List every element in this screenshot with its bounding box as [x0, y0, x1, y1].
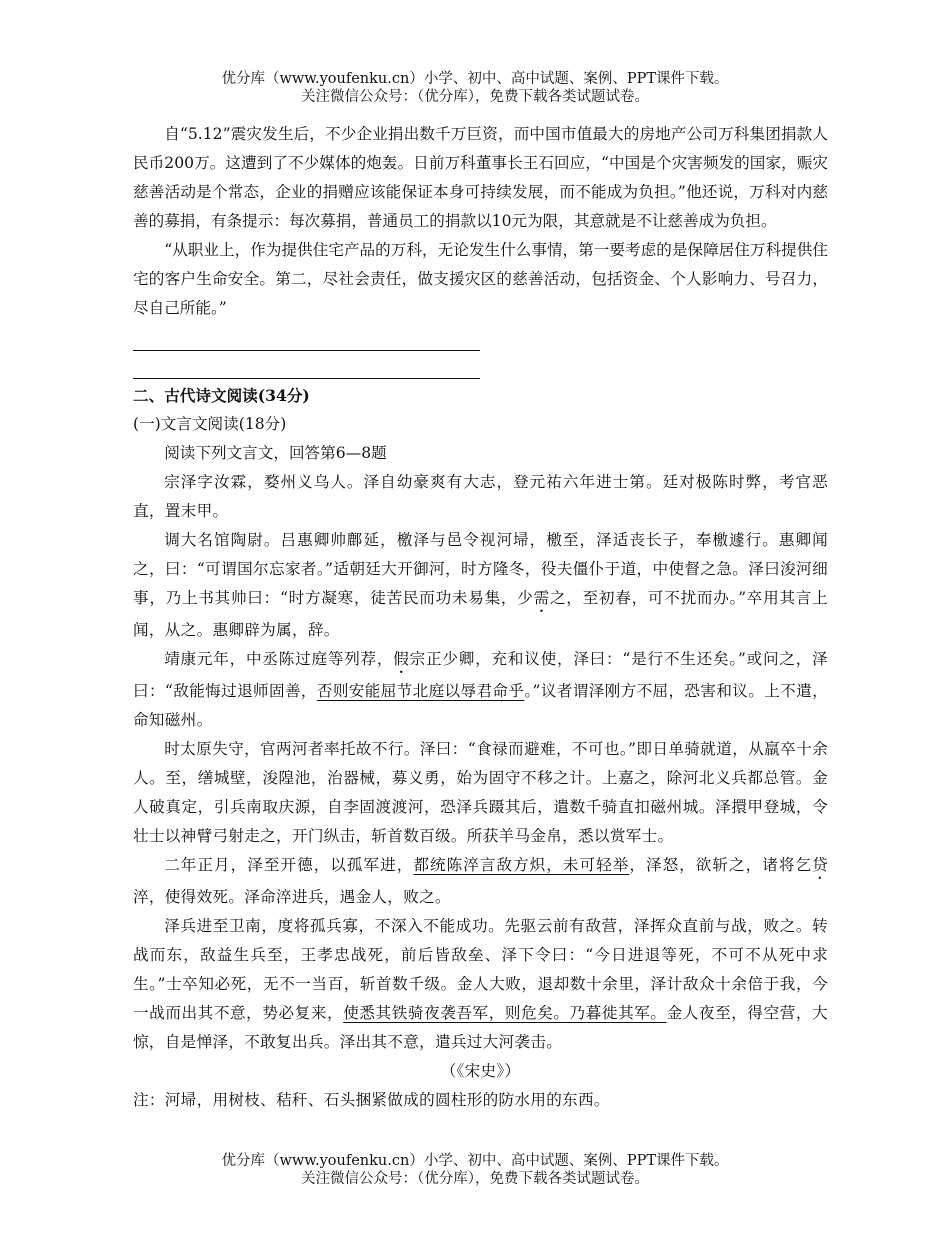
- section-2-title: 二、古代诗文阅读(34分): [133, 386, 310, 405]
- classical-paragraph-1: 宗泽字汝霖，婺州义乌人。泽自幼豪爽有大志，登元祐六年进士第。廷对极陈时弊，考官恶直，置末甲。: [133, 473, 828, 520]
- p3-text-b: 宗正少卿，充和议使，泽曰：“是行不生还矣。”或问之，泽曰：“敌能悔过退师固善，: [133, 650, 828, 700]
- classical-paragraph-5: [133, 851, 828, 912]
- dotted-char-dai: 贷: [812, 856, 828, 874]
- dotted-char-jia: 假: [393, 650, 410, 668]
- page-footer: [0, 1152, 950, 1188]
- p5-text-c: 淬，使得效死。泽命淬进兵，遇金人，败之。: [133, 888, 451, 906]
- classical-paragraph-3: [133, 645, 828, 735]
- modern-passage-paragraph-1: 自“5.12”震灾发生后，不少企业捐出数千万巨资，而中国市值最大的房地产公司万科集团捐款人民币200万。这遭到了不少媒体的炮轰。日前万科董事长王石回应，“中国是个灾害频发的国家，赈灾慈善活动是个常态，企业的捐赠应该能保证本身可持续发展，而不能成为负担。”他还说，万科对内慈善的募捐，有条提示：每次募捐，普通员工的捐款以10元为限，其意就是不让慈善成为负担。: [133, 125, 828, 230]
- underlined-sentence-2: 都统陈淬言敌方炽，未可轻举: [413, 856, 630, 874]
- p3-text-a: 靖康元年，中丞陈过庭等列荐，: [164, 650, 394, 668]
- page-header: [0, 70, 950, 106]
- p5-text-b: ，泽怒，欲斩之，诸将乞: [629, 856, 813, 874]
- answer-blank-line-1: [133, 323, 480, 351]
- underlined-sentence-1: 否则安能屈节北庭以辱君命乎: [316, 682, 525, 700]
- p6-text-a: 泽兵进至卫南，度将孤兵寡，不深入不能成功。先驱云前有敌营，泽挥众直前与战，败之。转战而东，敌益生兵至，王孝忠战死，前后皆敌垒、泽下令曰：“今日进退等死，不可不从死中求生。”士卒知必死，无不一当百，斩首数千级。金人大败，退却数十余里，泽计敌众十余倍于我，今一战而出其不意，势必复来，: [133, 917, 828, 1022]
- classical-text: [133, 468, 828, 1115]
- reading-instruction: 阅读下列文言文，回答第6—8题: [164, 444, 387, 462]
- classical-paragraph-4: 时太原失守，官两河者率托故不行。泽曰：“食禄而避难，不可也。”即日单骑就道，从羸卒十余人。至，缮城壁，浚隍池，治器械，募义勇，始为固守不移之计。上嘉之，除河北义兵都总管。金人破真定，引兵南取庆源，自李固渡渡河，恐泽兵蹑其后，遣数千骑直扣磁州城。泽擐甲登城，令壮士以神臂弓射走之，开门纵击，斩首数百级。所获羊马金帛，悉以赏军士。: [133, 740, 828, 845]
- footer-line-2: 关注微信公众号：（优分库），免费下载各类试题试卷。: [301, 1171, 649, 1187]
- source-citation: （《宋史》）: [440, 1062, 521, 1080]
- footer-line-1: 优分库（www.youfenku.cn）小学、初中、高中试题、案例、PPT课件下载。: [221, 1153, 729, 1169]
- p6-text-b: 金人夜至，得空营，大惊，自是惮泽，不敢复出兵。泽出其不意，遣兵过大河袭击。: [133, 1004, 828, 1051]
- underlined-sentence-3: 使悉其铁骑夜袭吾军，则危矣。乃暮徙其军。: [343, 1004, 667, 1022]
- section-2-subtitle: (一)文言文阅读(18分): [133, 415, 287, 433]
- dotted-char-xu: 需: [533, 589, 550, 607]
- header-line-1: 优分库（www.youfenku.cn）小学、初中、高中试题、案例、PPT课件下载。: [221, 71, 729, 87]
- p5-text-a: 二年正月，泽至开德，以孤军进，: [164, 856, 414, 874]
- header-line-2: 关注微信公众号：（优分库），免费下载各类试题试卷。: [301, 89, 649, 105]
- p2-text-a: 调大名馆陶尉。吕惠卿帅鄜延，檄泽与邑令视河埽，檄至，泽适丧长子，奉檄遽行。惠卿闻之，曰：“可谓国尔忘家者。”适朝廷大开御河，时方隆冬，役夫僵仆于道，中使督之急。泽曰浚河细事，乃上书其帅曰：“时方凝寒，徒苦民而功未易集，少: [133, 531, 828, 607]
- classical-paragraph-2: [133, 526, 828, 645]
- p2-text-b: 之，至初春，可不扰而办。”卒用其言上闻，从之。惠卿辟为属，辞。: [133, 589, 828, 639]
- p3-text-c: 。”议者谓泽刚方不屈，恐害和议。上不遣，命知磁州。: [133, 682, 828, 729]
- answer-blank-line-2: [133, 351, 480, 379]
- modern-passage-paragraph-2: “从职业上，作为提供住宅产品的万科，无论发生什么事情，第一要考虑的是保障居住万科提供住宅的客户生命安全。第二，尽社会责任，做支援灾区的慈善活动，包括资金、个人影响力、号召力，尽自己所能。”: [133, 241, 828, 317]
- footnote: 注：河埽，用树枝、秸秆、石头捆紧做成的圆柱形的防水用的东西。: [133, 1091, 610, 1109]
- classical-paragraph-6: [133, 912, 828, 1057]
- page-body: [133, 120, 828, 1115]
